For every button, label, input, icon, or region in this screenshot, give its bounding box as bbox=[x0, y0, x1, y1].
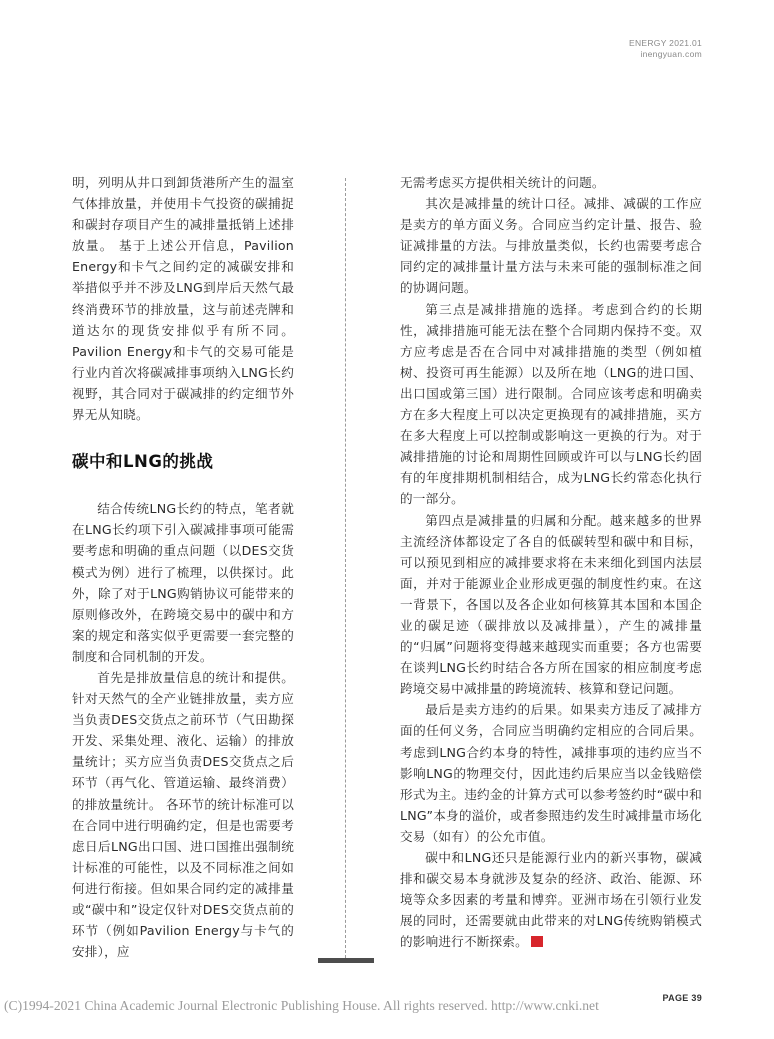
journal-website: inengyuan.com bbox=[640, 49, 702, 59]
copyright-footer: (C)1994-2021 China Academic Journal Electronic Publishing House. All rights reserved. http://www.cnki.net bbox=[4, 998, 599, 1013]
paragraph: 第四点是减排量的归属和分配。越来越多的世界主流经济体都设定了各自的低碳转型和碳中和目标，可以预见到相应的减排要求将在未来细化到国内法层面，并对于能源业企业形成更强的制度性约束。在这一背景下，各国以及各企业如何核算其本国和本国企业的碳足迹（碳排放以及减排量），产生的减排量的“归属”问题将变得越来越现实而重要；各方也需要在谈判LNG长约时结合各方所在国家的相应制度考虑跨境交易中减排量的跨境流转、核算和登记问题。 bbox=[400, 512, 702, 697]
paragraph: 明，列明从井口到卸货港所产生的温室气体排放量，并使用卡气投资的碳捕捉和碳封存项目产生的减排量抵销上述排放量。 基于上述公开信息，Pavilion Energy和卡气之间约定的减碳安排和举措似乎并不涉及LNG到岸后天然气最终消费环节的排放量，这与前述壳牌和道达尔的现货安排似乎有所不同。Pavilion Energy和卡气的交易可能是行业内首次将碳减排事项纳入LNG长约视野，其合同对于碳减排的约定细节外界无从知晓。 bbox=[72, 175, 294, 423]
left-column bbox=[72, 172, 294, 962]
paragraph-text: 碳中和LNG还只是能源行业内的新兴事物，碳减排和碳交易本身就涉及复杂的经济、政治、能源、环境等众多因素的考量和博弈。亚洲市场在引领行业发展的同时，还需要就由此带来的对LNG传统购销模式的影响进行不断探索。 bbox=[400, 850, 702, 950]
paragraph: 首先是排放量信息的统计和提供。针对天然气的全产业链排放量，卖方应当负责DES交货点之前环节（气田勘探开发、采集处理、液化、运输）的排放量统计；买方应当负责DES交货点之后环节（再气化、管道运输、最终消费）的排放量统计。 各环节的统计标准可以在合同中进行明确约定，但是也需要考虑日后LNG出口国、进口国推出强制统计标准的可能性，以及不同标准之间如何进行衔接。但如果合同约定的减排量或“碳中和”设定仅针对DES交货点前的环节（例如Pavilion Energy与卡气的安排），应 bbox=[72, 669, 294, 960]
journal-issue: ENERGY 2021.01 bbox=[628, 38, 702, 48]
right-column bbox=[400, 172, 702, 952]
end-mark-icon bbox=[531, 936, 543, 947]
section-heading: 碳中和LNG的挑战 bbox=[72, 452, 214, 472]
paragraph: 第三点是减排措施的选择。考虑到合约的长期性，减排措施可能无法在整个合同期内保持不变。双方应考虑是否在合同中对减排措施的类型（例如植树、投资可再生能源）以及所在地（LNG的进口国、出口国或第三国）进行限制。合同应该考虑和明确卖方在多大程度上可以决定更换现有的减排措施，买方在多大程度上可以控制或影响这一更换的行为。对于减排措施的讨论和周期性回顾或许可以与LNG长约固有的年度排期机制相结合，成为LNG长约常态化执行的一部分。 bbox=[400, 301, 702, 507]
column-divider-bar bbox=[318, 958, 374, 963]
paragraph: 最后是卖方违约的后果。如果卖方违反了减排方面的任何义务，合同应当明确约定相应的合同后果。考虑到LNG合约本身的特性，减排事项的违约应当不影响LNG的物理交付，因此违约后果应当以金钱赔偿形式为主。违约金的计算方式可以参考签约时“碳中和LNG”本身的溢价，或者参照违约发生时减排量市场化交易（如有）的公允市值。 bbox=[400, 702, 702, 844]
paragraph: 无需考虑买方提供相关统计的问题。 bbox=[400, 175, 605, 190]
page-number: PAGE 39 bbox=[662, 993, 702, 1003]
paragraph-final bbox=[400, 847, 702, 952]
paragraph: 其次是减排量的统计口径。减排、减碳的工作应是卖方的单方面义务。合同应当约定计量、报告、验证减排量的方法。与排放量类似，长约也需要考虑合同约定的减排量计量方法与未来可能的强制标准之间的协调问题。 bbox=[400, 196, 702, 296]
column-divider bbox=[345, 178, 346, 958]
paragraph: 结合传统LNG长约的特点，笔者就在LNG长约项下引入碳减排事项可能需要考虑和明确的重点问题（以DES交货模式为例）进行了梳理，以供探讨。此外，除了对于LNG购销协议可能带来的原则修改外，在跨境交易中的碳中和方案的规定和落实似乎更需要一套完整的制度和合同机制的开发。 bbox=[72, 501, 294, 664]
journal-header bbox=[629, 38, 702, 60]
